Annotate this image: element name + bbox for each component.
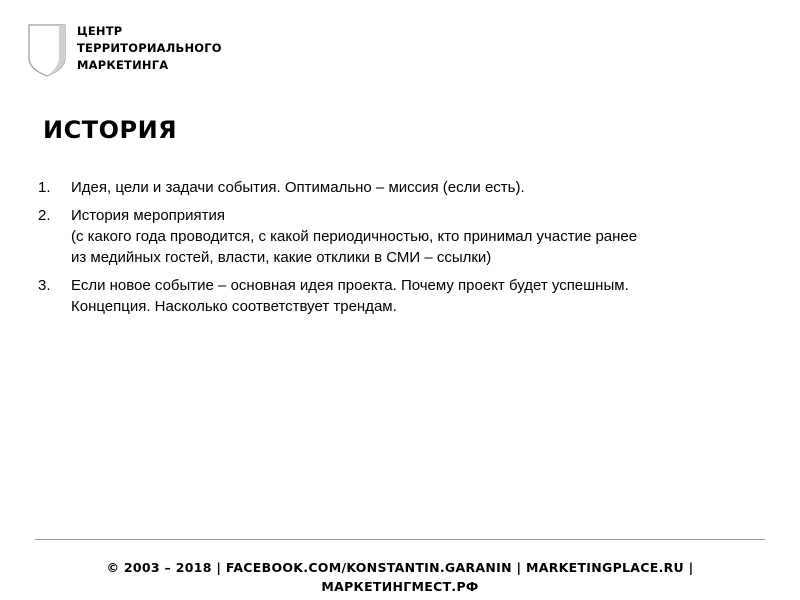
list-item [38, 205, 768, 268]
footer-copyright: © 2003 – 2018 | FACEBOOK.COM/KONSTANTIN.GARANIN | MARKETINGPLACE.RU | [106, 560, 694, 575]
list-text: из медийных гостей, власти, какие отклики в СМИ – ссылки) [71, 249, 492, 266]
logo-text [77, 23, 222, 74]
logo-line: ТЕРРИТОРИАЛЬНОГО [77, 41, 222, 55]
list-item [38, 177, 768, 198]
list-item [38, 275, 768, 317]
list-text: (с какого года проводится, с какой периодичностью, кто принимал участие ранее [71, 228, 638, 245]
page-title: ИСТОРИЯ [43, 116, 178, 144]
list-text: Идея, цели и задачи события. Оптимально – миссия (если есть). [71, 179, 525, 196]
list-text: Концепция. Насколько соответствует трендам. [71, 298, 397, 315]
footer [0, 558, 800, 596]
logo-line: МАРКЕТИНГА [77, 58, 169, 72]
logo-line: ЦЕНТР [77, 24, 123, 38]
list-number: 2. [38, 207, 51, 224]
list-number: 3. [38, 277, 51, 294]
footer-site: МАРКЕТИНГМЕСТ.РФ [321, 579, 479, 594]
list-text: История мероприятия [71, 207, 226, 224]
logo [28, 22, 222, 78]
numbered-list [38, 177, 768, 324]
list-number: 1. [38, 179, 51, 196]
list-text: Если новое событие – основная идея проекта. Почему проект будет успешным. [71, 277, 629, 294]
shield-icon [28, 22, 66, 78]
footer-divider [35, 539, 765, 540]
